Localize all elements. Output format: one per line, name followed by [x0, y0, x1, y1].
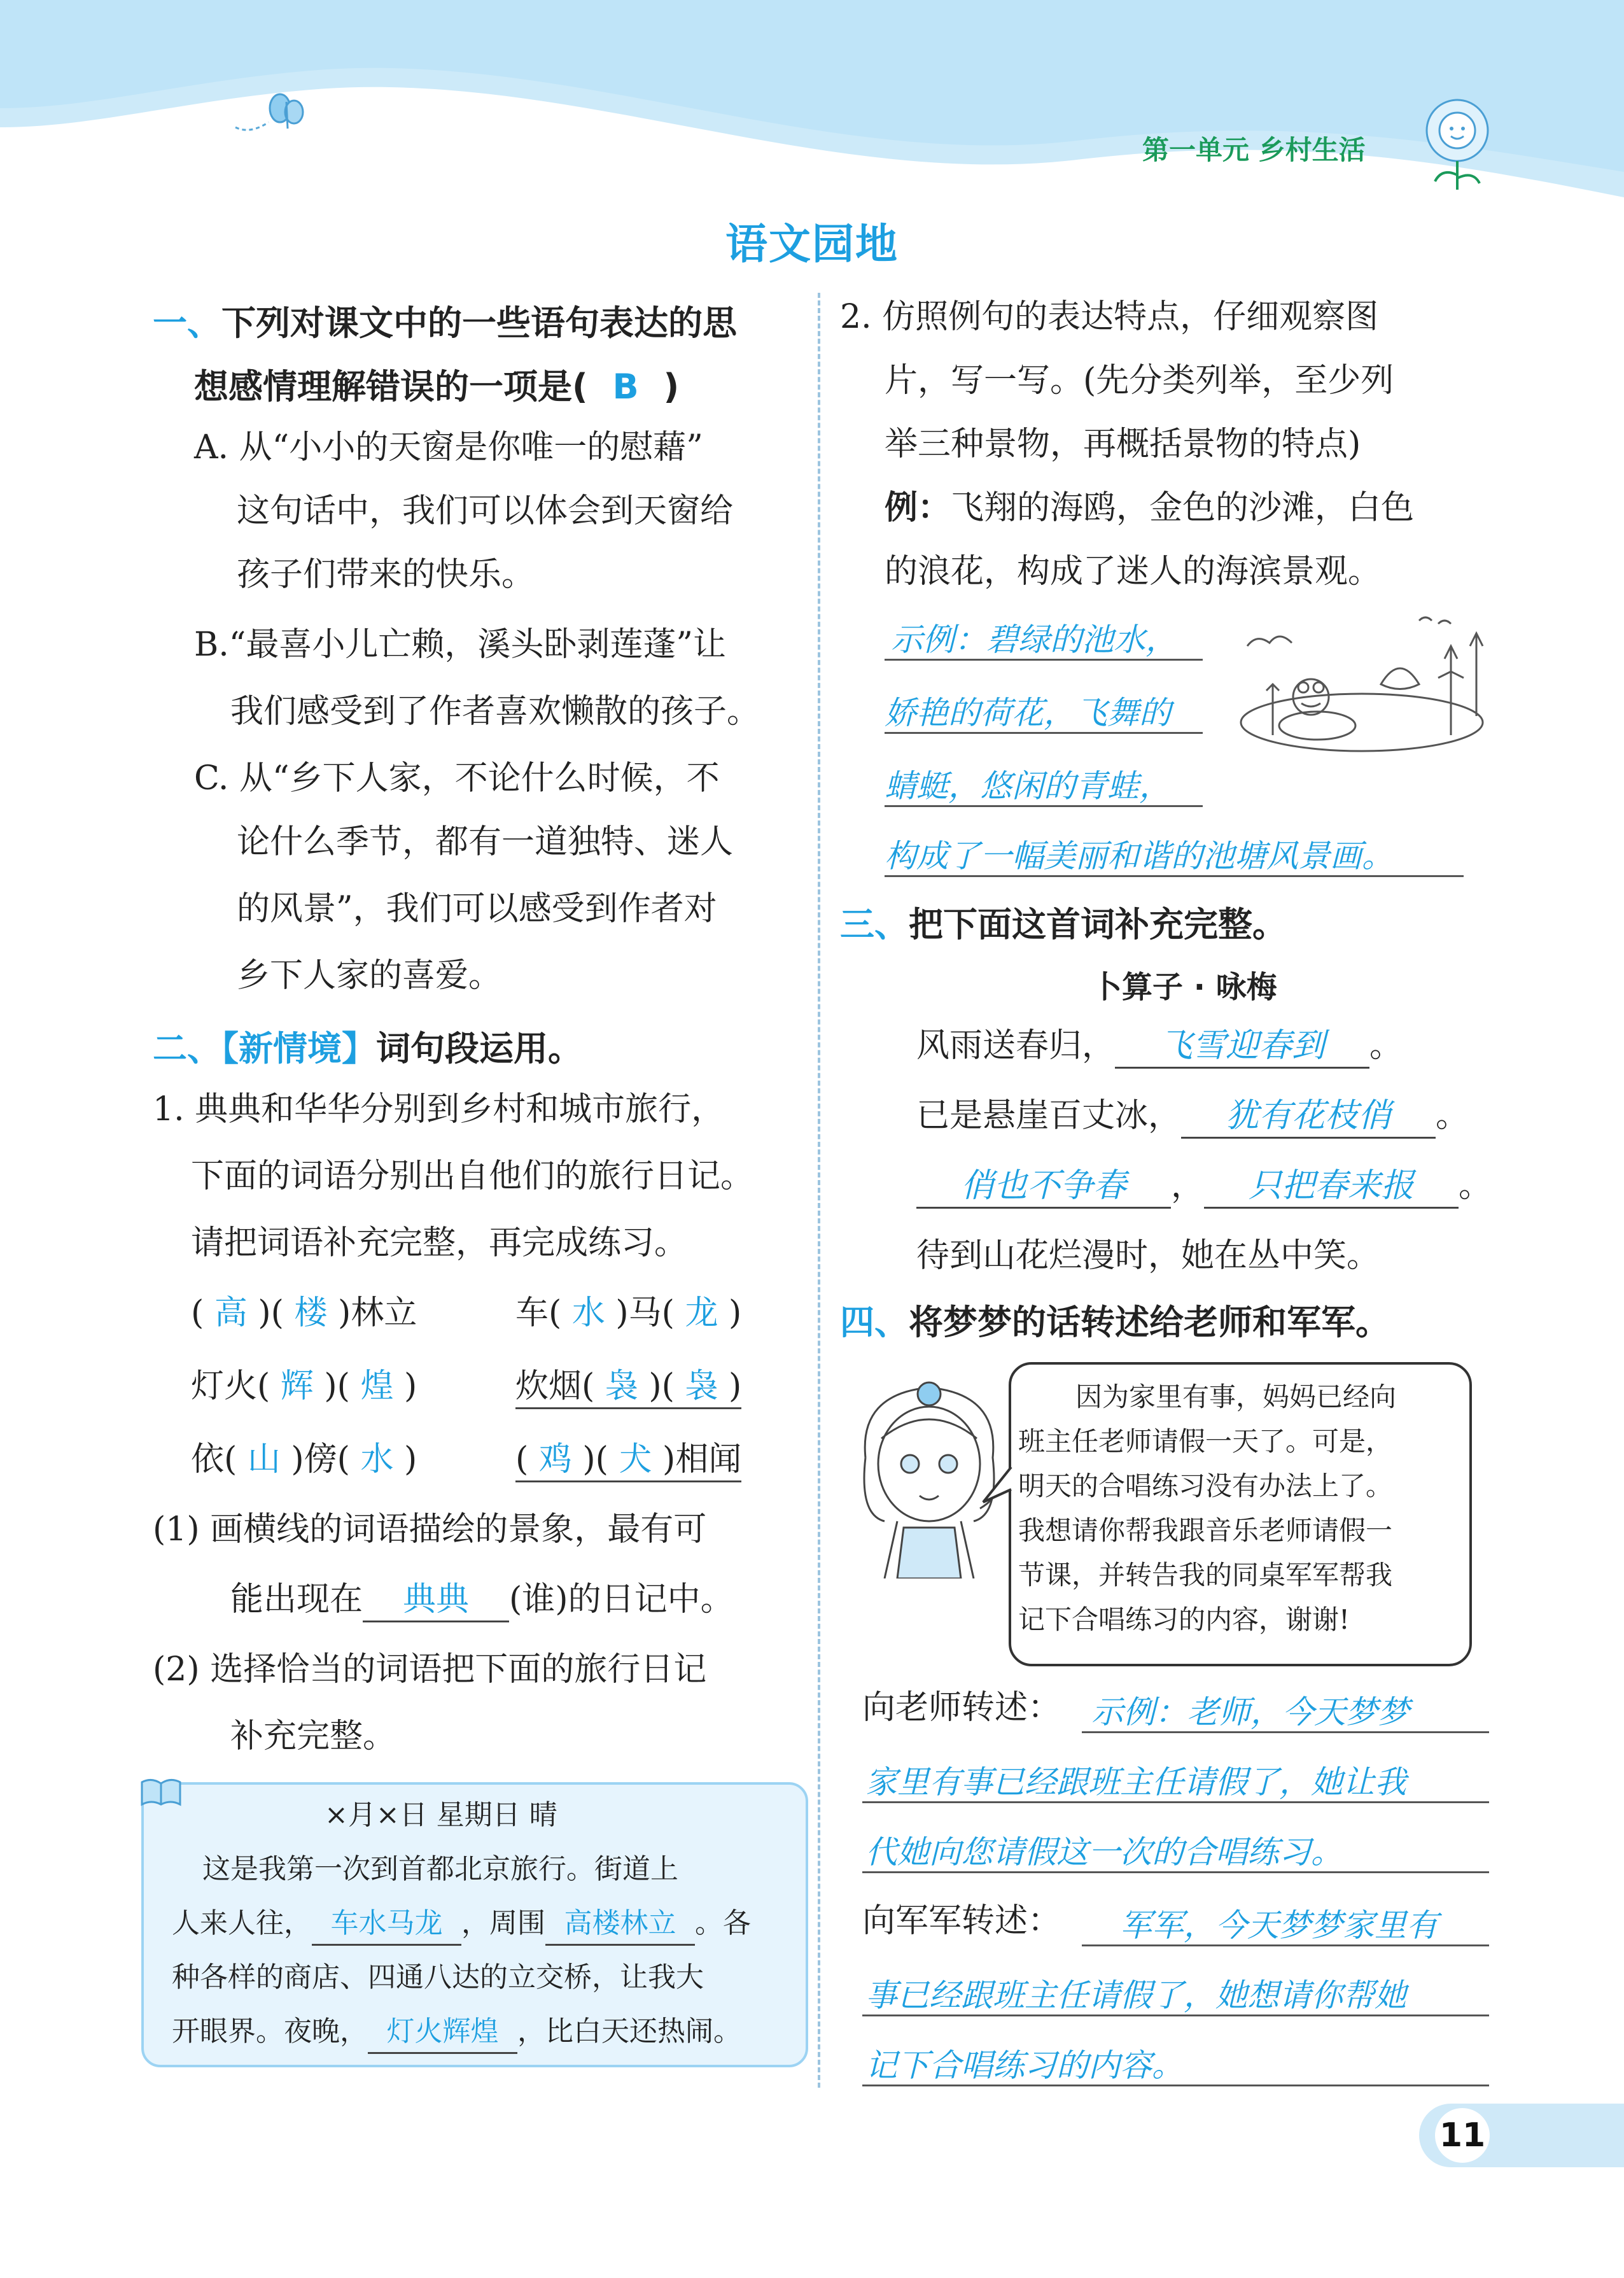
diary-text: 。各: [695, 1907, 751, 1939]
word-blank: 煌: [360, 1367, 394, 1405]
diary-line4: [172, 2011, 741, 2054]
junjun-label: 向军军转述：: [862, 1902, 1061, 1940]
answer-underline: [885, 875, 1464, 877]
poem-text: 已是悬崖百丈冰，: [916, 1097, 1182, 1135]
diary-text: ，比白天还热闹。: [517, 2015, 741, 2048]
option-c-line4: 乡下人家的喜爱。: [237, 957, 502, 995]
word-blank: 袅: [685, 1367, 718, 1405]
q1-stem-line1: 下列对课文中的一些语句表达的思: [221, 303, 737, 343]
diary-text: ，周围: [461, 1907, 545, 1939]
sub1-text: 能出现在: [230, 1580, 363, 1619]
word-blank: 楼: [294, 1294, 328, 1332]
diary-date: ×月×日 星期日 晴: [325, 1799, 557, 1831]
pond-answer-line2: 娇艳的荷花，飞舞的: [885, 694, 1171, 731]
diary-answer: 车水马龙: [312, 1903, 461, 1946]
q4-title: 将梦梦的话转述给老师和军军。: [909, 1302, 1390, 1342]
word-blank: 龙: [685, 1294, 718, 1332]
q3-number: 三、: [840, 904, 909, 945]
junjun-answer-line2: 事已经跟班主任请假了，她想请你帮她: [865, 1977, 1406, 2014]
q4-number: 四、: [840, 1302, 909, 1342]
bubble-line4: 我想请你帮我跟音乐老师请假一: [1018, 1515, 1393, 1546]
teacher-answer-line3: 代她向您请假这一次的合唱练习。: [865, 1834, 1343, 1871]
option-c-line2: 论什么季节，都有一道独特、迷人: [237, 823, 734, 861]
bubble-line5: 节课，并转告我的同桌军军帮我: [1018, 1559, 1393, 1591]
q2-1-line2: 下面的词语分别出自他们的旅行日记。: [191, 1157, 754, 1195]
word-suffix: )林立: [338, 1294, 417, 1332]
sunflower-icon: [1416, 95, 1499, 191]
pond-answer-line3: 蜻蜓，悠闲的青蛙，: [885, 768, 1171, 805]
bubble-tail: [980, 1464, 1018, 1515]
option-a-line3: 孩子们带来的快乐。: [237, 556, 535, 594]
diary-line2: [172, 1903, 751, 1946]
page-number: 11: [1435, 2108, 1490, 2163]
poem-text: 风雨送春归，: [916, 1027, 1116, 1065]
word-blank: 袅: [605, 1367, 638, 1405]
poem-title: 卜算子 · 咏梅: [1091, 969, 1277, 1005]
q3-heading: [840, 897, 1287, 946]
example-label: 例：: [885, 489, 951, 527]
diary-line3: 种各样的商店、四通八达的立交桥，让我大: [172, 1961, 704, 1993]
q2-2-line1: 2. 仿照例句的表达特点，仔细观察图: [840, 298, 1379, 336]
example-line1: [885, 487, 1414, 529]
poem-answer: 飞雪迎春到: [1115, 1025, 1369, 1069]
q3-title: 把下面这首词补充完整。: [909, 904, 1287, 945]
unit-label: 第一单元 乡村生活: [1142, 134, 1366, 165]
word-row2-right: [515, 1365, 741, 1409]
q1-number: 一、: [153, 303, 221, 343]
sub1-answer: 典典: [363, 1578, 509, 1622]
q2-tag: 【新情境】: [221, 1029, 376, 1069]
junjun-answer-line3: 记下合唱练习的内容。: [865, 2047, 1184, 2084]
bubble-line2: 班主任老师请假一天了。可是，: [1018, 1426, 1393, 1457]
q2-number: 二、: [153, 1029, 221, 1069]
word-blank: 犬: [619, 1440, 652, 1479]
q2-heading: [153, 1022, 582, 1071]
underlined-word: ( 鸡 )( 犬 )相闻: [515, 1438, 741, 1482]
word-blank: 辉: [280, 1367, 314, 1405]
butterfly-icon: [229, 89, 312, 140]
junjun-answer-line1: 军军，今天梦梦家里有: [1120, 1907, 1438, 1944]
word-row3-right: [515, 1438, 741, 1482]
word-blank: 鸡: [538, 1440, 572, 1479]
answer-underline: [862, 2014, 1489, 2016]
poem-answer: 只把春来报: [1204, 1165, 1459, 1209]
teacher-label: 向老师转述：: [862, 1689, 1061, 1727]
bubble-line3: 明天的合唱练习没有办法上了。: [1018, 1470, 1393, 1501]
q2-title: 词句段运用。: [376, 1029, 582, 1069]
option-c-line3: 的风景”，我们可以感受到作者对: [237, 890, 717, 928]
q1-stem-close: ): [663, 367, 680, 407]
answer-underline: [1082, 1731, 1489, 1733]
bubble-line6: 记下合唱练习的内容，谢谢!: [1018, 1604, 1350, 1635]
sub1-text-end: (谁)的日记中。: [509, 1580, 734, 1619]
answer-underline: [885, 805, 1203, 807]
answer-underline: [885, 732, 1203, 734]
word-prefix: 灯火(: [191, 1367, 270, 1405]
poem-line4: 待到山花烂漫时，她在丛中笑。: [916, 1237, 1380, 1275]
page-title: 语文园地: [725, 220, 899, 269]
answer-underline: [1082, 1944, 1489, 1946]
word-prefix: 炊烟(: [515, 1367, 595, 1405]
q2-2-line2: 片，写一写。(先分类列举，至少列: [885, 362, 1394, 400]
sub1-line2: [230, 1578, 734, 1622]
q4-heading: [840, 1295, 1390, 1344]
word-mid: )马(: [615, 1294, 675, 1332]
poem-answer: 犹有花枝俏: [1181, 1095, 1436, 1139]
q1-stem-text: 想感情理解错误的一项是(: [194, 367, 588, 407]
poem-line1: 风雨送春归， 飞雪迎春到 。: [916, 1025, 1403, 1069]
column-divider: [818, 293, 820, 2088]
teacher-answer-line2: 家里有事已经跟班主任请假了，她让我: [865, 1764, 1406, 1801]
word-suffix: )相闻: [662, 1440, 742, 1479]
word-prefix: 依(: [191, 1440, 237, 1479]
option-b-line1: B.“最喜小儿亡赖，溪头卧剥莲蓬”让: [194, 626, 726, 664]
q2-2-line3: 举三种景物，再概括景物的特点): [885, 425, 1361, 463]
option-a-line1: A. 从“小小的天窗是你唯一的慰藉”: [194, 428, 703, 467]
word-mid: )傍(: [291, 1440, 350, 1479]
word-blank: 水: [360, 1440, 394, 1479]
word-prefix: 车(: [515, 1294, 562, 1332]
example-text: 飞翔的海鸥，金色的沙滩，白色: [951, 489, 1415, 527]
sub2-line2: 补充完整。: [230, 1717, 396, 1755]
underlined-word: 炊烟( 袅 )( 袅 ): [515, 1365, 741, 1409]
poem-line3: 俏也不争春 ， 只把春来报 。: [916, 1165, 1492, 1209]
diary-line1: 这是我第一次到首都北京旅行。街道上: [202, 1853, 678, 1885]
teacher-answer-line1: 示例：老师，今天梦梦: [1091, 1694, 1410, 1731]
answer-underline: [862, 1801, 1489, 1803]
diary-answer: 高楼林立: [545, 1903, 695, 1946]
word-row1-right: 车( 水 )马( 龙 ): [515, 1294, 742, 1332]
poem-answer: 俏也不争春: [916, 1165, 1171, 1209]
pond-illustration: [1235, 608, 1489, 761]
diary-answer: 灯火辉煌: [368, 2011, 517, 2054]
word-blank: 山: [247, 1440, 281, 1479]
word-blank: 水: [571, 1294, 605, 1332]
diary-text: 人来人往，: [172, 1907, 312, 1939]
word-blank: 高: [214, 1294, 248, 1332]
sub2-line1: (2) 选择恰当的词语把下面的旅行日记: [153, 1650, 707, 1689]
example-line2: 的浪花，构成了迷人的海滨景观。: [885, 552, 1382, 591]
sub1-line1: (1) 画横线的词语描绘的景象，最有可: [153, 1510, 707, 1549]
q1-heading: [153, 296, 737, 345]
option-c-line1: C. 从“乡下人家，不论什么时候，不: [194, 759, 720, 798]
q1-answer: B: [612, 367, 639, 407]
word-row3-left: 依( 山 )傍( 水 ): [191, 1440, 417, 1479]
q2-1-line1: 1. 典典和华华分别到乡村和城市旅行，: [153, 1090, 725, 1128]
book-icon: [139, 1776, 183, 1808]
word-row2-left: 灯火( 辉 )( 煌 ): [191, 1367, 417, 1405]
pond-answer-line4: 构成了一幅美丽和谐的池塘风景画。: [885, 838, 1394, 875]
answer-underline: [862, 1871, 1489, 1873]
option-a-line2: 这句话中，我们可以体会到天窗给: [237, 492, 734, 530]
bubble-line1: 因为家里有事，妈妈已经向: [1075, 1381, 1397, 1412]
diary-text: 开眼界。夜晚，: [172, 2015, 368, 2048]
answer-underline: [885, 659, 1203, 661]
q2-1-line3: 请把词语补充完整，再完成练习。: [191, 1224, 688, 1262]
word-row1-left: ( 高 )( 楼 )林立: [191, 1294, 417, 1332]
poem-line2: 已是悬崖百丈冰， 犹有花枝俏 。: [916, 1095, 1469, 1139]
option-b-line2: 我们感受到了作者喜欢懒散的孩子。: [230, 693, 760, 731]
pond-answer-line1: 示例：碧绿的池水，: [891, 621, 1177, 658]
q1-stem-line2: [194, 360, 679, 409]
answer-underline: [862, 2085, 1489, 2086]
